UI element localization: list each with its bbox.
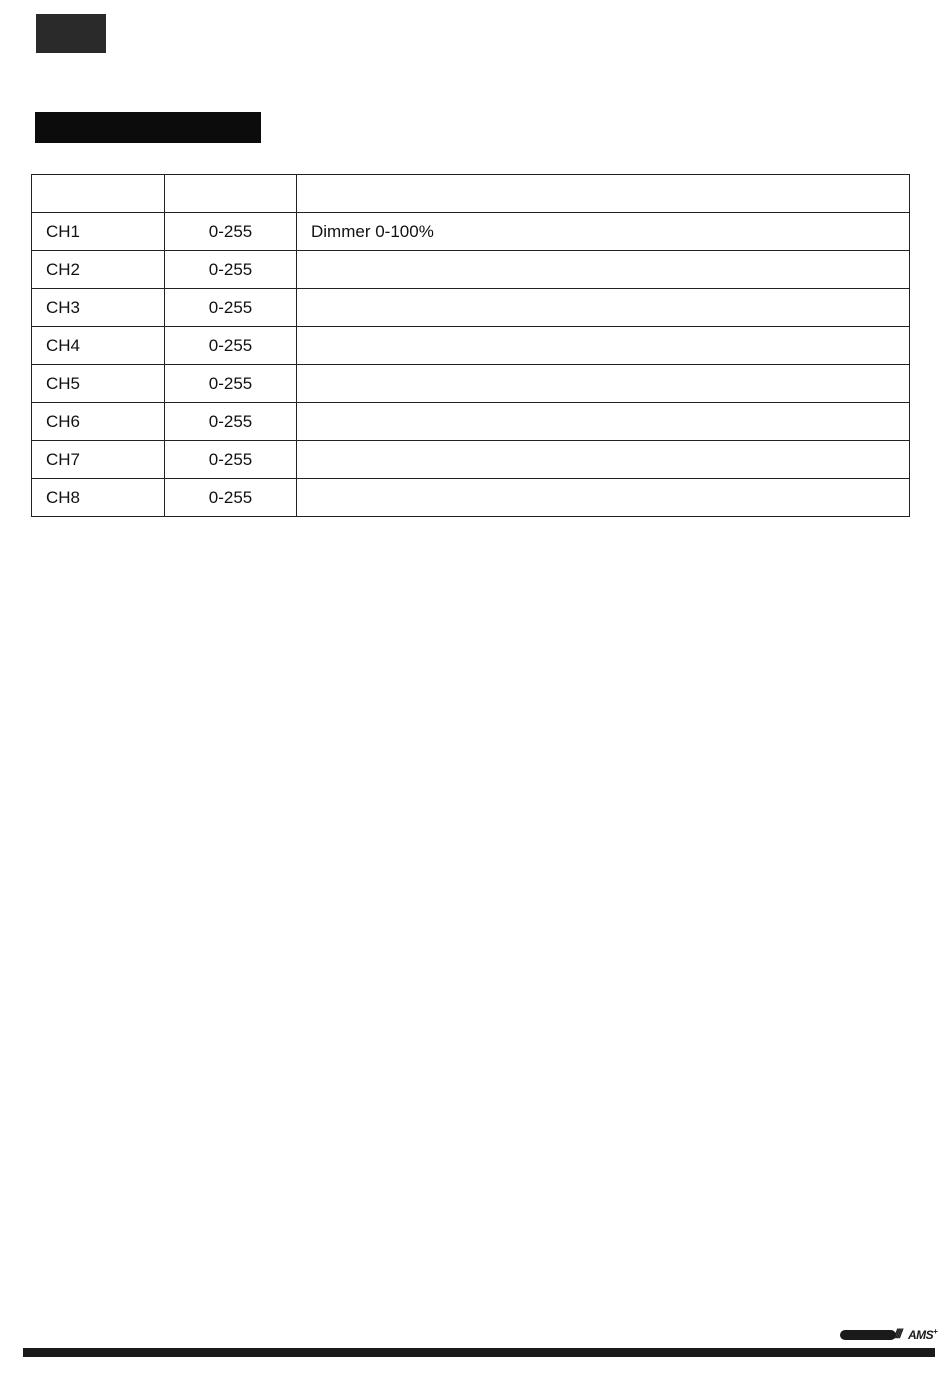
section-heading-bar	[35, 112, 261, 143]
header-function	[297, 175, 910, 213]
channel-cell: CH8	[32, 479, 165, 517]
table-row	[32, 251, 910, 289]
brand-slashes: ////	[894, 1326, 901, 1341]
value-cell: 0-255	[165, 213, 297, 251]
channel-cell: CH6	[32, 403, 165, 441]
page-number-tab	[36, 14, 106, 53]
function-cell	[297, 479, 910, 517]
channel-cell: CH5	[32, 365, 165, 403]
value-cell: 0-255	[165, 251, 297, 289]
channel-cell: CH1	[32, 213, 165, 251]
value-cell: 0-255	[165, 403, 297, 441]
value-cell: 0-255	[165, 289, 297, 327]
footer-bar	[23, 1348, 935, 1357]
brand-pill-shape	[840, 1330, 896, 1340]
function-cell	[297, 251, 910, 289]
table-row	[32, 289, 910, 327]
table-row	[32, 441, 910, 479]
function-cell	[297, 403, 910, 441]
channel-cell: CH3	[32, 289, 165, 327]
table-row	[32, 327, 910, 365]
brand-logo	[838, 1326, 942, 1344]
brand-mark: +	[933, 1327, 938, 1336]
function-cell	[297, 365, 910, 403]
brand-name-text: AMS	[908, 1328, 934, 1342]
channel-cell: CH2	[32, 251, 165, 289]
value-cell: 0-255	[165, 365, 297, 403]
table-row	[32, 213, 910, 251]
table-row	[32, 403, 910, 441]
value-cell: 0-255	[165, 327, 297, 365]
table-header-row	[32, 175, 910, 213]
channel-cell: CH4	[32, 327, 165, 365]
value-cell: 0-255	[165, 441, 297, 479]
function-cell: Dimmer 0-100%	[297, 213, 910, 251]
function-cell	[297, 289, 910, 327]
brand-name	[908, 1327, 937, 1342]
dmx-channel-table	[31, 174, 910, 517]
channel-cell: CH7	[32, 441, 165, 479]
table-row	[32, 479, 910, 517]
function-cell	[297, 441, 910, 479]
header-value	[165, 175, 297, 213]
value-cell: 0-255	[165, 479, 297, 517]
header-channel	[32, 175, 165, 213]
function-cell	[297, 327, 910, 365]
table-row	[32, 365, 910, 403]
